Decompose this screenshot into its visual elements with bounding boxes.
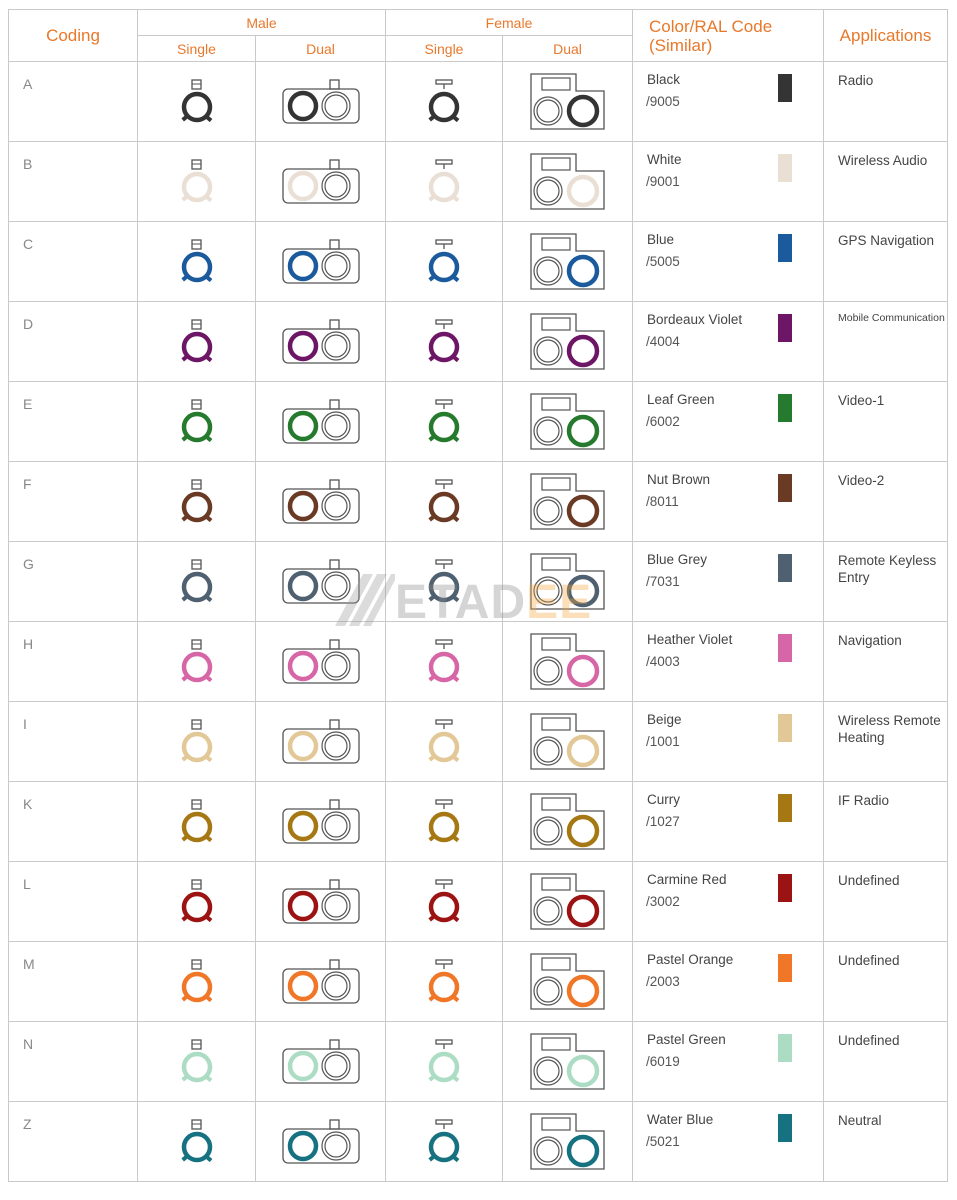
male-dual-icon	[256, 942, 386, 1022]
female-single-icon	[386, 302, 503, 382]
ral-code: /4003	[646, 654, 680, 669]
color-swatch	[778, 954, 792, 982]
applications-header: Applications	[824, 10, 948, 62]
application-text: Video-1	[824, 382, 948, 462]
male-single-icon	[138, 542, 256, 622]
coding-letter: H	[9, 622, 138, 702]
male-single-icon	[138, 1102, 256, 1182]
coding-row	[9, 702, 948, 782]
application-text: GPS Navigation	[824, 222, 948, 302]
male-dual-icon	[256, 702, 386, 782]
male-dual-icon	[256, 462, 386, 542]
coding-letter: N	[9, 1022, 138, 1102]
male-dual-icon	[256, 782, 386, 862]
male-single-icon	[138, 782, 256, 862]
color-name: Pastel Orange	[647, 952, 734, 967]
color-cell	[633, 542, 824, 622]
male-single-icon	[138, 302, 256, 382]
ral-code: /3002	[646, 894, 680, 909]
male-dual-icon	[256, 622, 386, 702]
male-dual-icon	[256, 382, 386, 462]
color-swatch	[778, 74, 792, 102]
ral-code: /6002	[646, 414, 680, 429]
male-dual-icon	[256, 302, 386, 382]
female-dual-icon	[503, 542, 633, 622]
color-swatch	[778, 234, 792, 262]
color-swatch	[778, 154, 792, 182]
female-single-icon	[386, 1102, 503, 1182]
female-single-header: Single	[386, 36, 503, 62]
coding-row	[9, 462, 948, 542]
color-name: Black	[647, 72, 681, 87]
male-dual-header: Dual	[256, 36, 386, 62]
color-swatch	[778, 314, 792, 342]
male-header: Male	[138, 10, 386, 36]
female-dual-icon	[503, 862, 633, 942]
female-dual-icon	[503, 62, 633, 142]
color-swatch	[778, 794, 792, 822]
male-single-icon	[138, 942, 256, 1022]
application-text: Radio	[824, 62, 948, 142]
ral-code: /1027	[646, 814, 680, 829]
female-single-icon	[386, 142, 503, 222]
color-swatch	[778, 874, 792, 902]
color-cell	[633, 1022, 824, 1102]
color-name: Water Blue	[647, 1112, 714, 1127]
watermark-main: ETAD	[395, 576, 527, 629]
female-single-icon	[386, 1022, 503, 1102]
female-dual-icon	[503, 222, 633, 302]
color-name: Bordeaux Violet	[647, 312, 743, 327]
female-single-icon	[386, 702, 503, 782]
male-dual-icon	[256, 1102, 386, 1182]
color-swatch	[778, 554, 792, 582]
coding-letter: C	[9, 222, 138, 302]
color-name: Nut Brown	[647, 472, 711, 487]
coding-row	[9, 782, 948, 862]
female-dual-icon	[503, 702, 633, 782]
color-swatch	[778, 714, 792, 742]
color-ral-header	[633, 10, 824, 62]
color-cell	[633, 462, 824, 542]
ral-code: /7031	[646, 574, 680, 589]
application-text: IF Radio	[824, 782, 948, 862]
color-swatch	[778, 1034, 792, 1062]
coding-letter: D	[9, 302, 138, 382]
coding-letter: Z	[9, 1102, 138, 1182]
coding-letter: F	[9, 462, 138, 542]
color-cell	[633, 302, 824, 382]
ral-code: /5005	[646, 254, 680, 269]
male-dual-icon	[256, 542, 386, 622]
male-single-icon	[138, 222, 256, 302]
male-single-icon	[138, 1022, 256, 1102]
male-single-icon	[138, 622, 256, 702]
male-single-header: Single	[138, 36, 256, 62]
coding-letter: E	[9, 382, 138, 462]
color-name: Heather Violet	[647, 632, 733, 647]
female-dual-icon	[503, 382, 633, 462]
male-dual-icon	[256, 142, 386, 222]
ral-code: /6019	[646, 1054, 680, 1069]
application-text: Navigation	[824, 622, 948, 702]
color-swatch	[778, 634, 792, 662]
coding-row	[9, 1102, 948, 1182]
coding-letter: K	[9, 782, 138, 862]
female-single-icon	[386, 782, 503, 862]
coding-letter: A	[9, 62, 138, 142]
female-single-icon	[386, 222, 503, 302]
color-cell	[633, 1102, 824, 1182]
coding-row	[9, 382, 948, 462]
male-single-icon	[138, 382, 256, 462]
color-cell	[633, 222, 824, 302]
male-single-icon	[138, 702, 256, 782]
color-cell	[633, 62, 824, 142]
coding-header: Coding	[9, 10, 138, 62]
application-text: Undefined	[824, 862, 948, 942]
coding-letter: M	[9, 942, 138, 1022]
female-header: Female	[386, 10, 633, 36]
male-dual-icon	[256, 1022, 386, 1102]
color-ral-header-line2: (Similar)	[649, 35, 713, 55]
female-dual-icon	[503, 302, 633, 382]
application-text: Undefined	[824, 942, 948, 1022]
color-cell	[633, 622, 824, 702]
female-dual-icon	[503, 782, 633, 862]
color-cell	[633, 382, 824, 462]
ral-code: /5021	[646, 1134, 680, 1149]
male-single-icon	[138, 142, 256, 222]
color-cell	[633, 702, 824, 782]
coding-row	[9, 862, 948, 942]
coding-table	[8, 9, 948, 1182]
female-single-icon	[386, 862, 503, 942]
female-dual-icon	[503, 1102, 633, 1182]
female-dual-header: Dual	[503, 36, 633, 62]
color-name: Curry	[647, 792, 681, 807]
female-dual-icon	[503, 462, 633, 542]
application-text: Undefined	[824, 1022, 948, 1102]
application-text: Wireless Audio	[824, 142, 948, 222]
ral-code: /1001	[646, 734, 680, 749]
coding-letter: G	[9, 542, 138, 622]
color-name: Blue Grey	[647, 552, 708, 567]
color-cell	[633, 862, 824, 942]
female-single-icon	[386, 62, 503, 142]
color-swatch	[778, 1114, 792, 1142]
color-ral-header-line1: Color/RAL Code	[649, 16, 773, 36]
coding-letter: B	[9, 142, 138, 222]
color-name: Blue	[647, 232, 675, 247]
color-cell	[633, 782, 824, 862]
application-text: Neutral	[824, 1102, 948, 1182]
color-cell	[633, 942, 824, 1022]
color-cell	[633, 142, 824, 222]
coding-rows	[9, 62, 948, 1182]
coding-letter: I	[9, 702, 138, 782]
coding-row	[9, 542, 948, 622]
ral-code: /4004	[646, 334, 680, 349]
application-text: Remote Keyless Entry	[824, 542, 948, 622]
ral-code: /9001	[646, 174, 680, 189]
male-dual-icon	[256, 222, 386, 302]
color-name: Beige	[647, 712, 682, 727]
female-single-icon	[386, 542, 503, 622]
male-single-icon	[138, 862, 256, 942]
male-dual-icon	[256, 862, 386, 942]
female-single-icon	[386, 462, 503, 542]
male-dual-icon	[256, 62, 386, 142]
female-dual-icon	[503, 622, 633, 702]
male-single-icon	[138, 62, 256, 142]
male-single-icon	[138, 462, 256, 542]
color-swatch	[778, 474, 792, 502]
color-name: White	[647, 152, 682, 167]
coding-letter: L	[9, 862, 138, 942]
coding-row	[9, 222, 948, 302]
coding-row	[9, 142, 948, 222]
coding-row	[9, 62, 948, 142]
ral-code: /2003	[646, 974, 680, 989]
application-text: Video-2	[824, 462, 948, 542]
female-single-icon	[386, 622, 503, 702]
color-name: Carmine Red	[647, 872, 727, 887]
coding-row	[9, 1022, 948, 1102]
application-text: Mobile Communication	[824, 302, 948, 382]
watermark-accent: EE	[526, 576, 593, 629]
coding-row	[9, 622, 948, 702]
female-dual-icon	[503, 942, 633, 1022]
female-single-icon	[386, 382, 503, 462]
ral-code: /8011	[646, 494, 679, 509]
color-swatch	[778, 394, 792, 422]
female-single-icon	[386, 942, 503, 1022]
color-name: Leaf Green	[647, 392, 715, 407]
female-dual-icon	[503, 142, 633, 222]
coding-row	[9, 942, 948, 1022]
coding-row	[9, 302, 948, 382]
color-name: Pastel Green	[647, 1032, 726, 1047]
female-dual-icon	[503, 1022, 633, 1102]
ral-code: /9005	[646, 94, 680, 109]
application-text: Wireless Remote Heating	[824, 702, 948, 782]
